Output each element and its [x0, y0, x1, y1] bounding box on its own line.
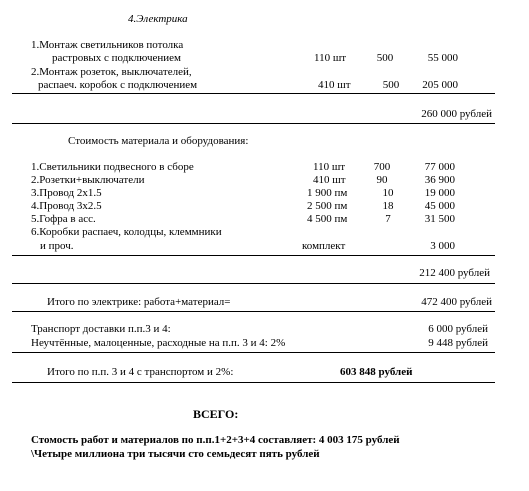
- consumables-value: 9 448 рублей: [428, 337, 488, 349]
- work-item-price: 500: [382, 79, 400, 91]
- work-item-qty: 110 шт: [314, 52, 347, 64]
- divider: [12, 352, 495, 353]
- work-item-sum: 55 000: [427, 52, 458, 64]
- divider: [12, 255, 495, 256]
- material-name: 1.Светильники подвесного в сборе: [31, 161, 194, 173]
- material-sum: 3 000: [430, 240, 455, 252]
- electric-total-label: Итого по электрике: работа+материал=: [47, 296, 231, 308]
- material-sum: 36 900: [424, 174, 455, 186]
- work-item-line: 1.Монтаж светильников потолка: [31, 39, 184, 51]
- material-qty: 110 шт: [313, 161, 346, 173]
- material-qty: 2 500 пм: [307, 200, 348, 212]
- materials-total: 212 400 рублей: [419, 267, 490, 279]
- material-price: 10: [382, 187, 394, 199]
- grand-total-heading: ВСЕГО:: [193, 407, 239, 421]
- material-price: 90: [376, 174, 388, 186]
- material-qty: 410 шт: [313, 174, 346, 186]
- divider: [12, 382, 495, 383]
- divider: [12, 93, 495, 94]
- material-sum: 77 000: [424, 161, 455, 173]
- electric-total-value: 472 400 рублей: [421, 296, 492, 308]
- work-item-line: распаеч. коробок с подключением: [38, 79, 198, 91]
- material-name: и проч.: [40, 240, 74, 252]
- material-price: 7: [385, 213, 391, 225]
- consumables-label: Неучтённые, малоценные, расходные на п.п. 3 и 4: 2%: [31, 337, 286, 349]
- material-qty: 1 900 пм: [307, 187, 348, 199]
- work-item-qty: 410 шт: [318, 79, 351, 91]
- works-total: 260 000 рублей: [421, 108, 492, 120]
- material-price: 18: [382, 200, 394, 212]
- transport-label: Транспорт доставки п.п.3 и 4:: [31, 323, 171, 335]
- material-qty: 4 500 пм: [307, 213, 348, 225]
- materials-heading: Стоимость материала и оборудования:: [68, 135, 249, 147]
- grand-total-words: \Четыре миллиона три тысячи сто семьдесят пять рублей: [31, 448, 320, 460]
- work-item-price: 500: [376, 52, 394, 64]
- total-3-4-value: 603 848 рублей: [340, 366, 413, 378]
- material-sum: 45 000: [424, 200, 455, 212]
- transport-value: 6 000 рублей: [428, 323, 488, 335]
- material-name: 2.Розетки+выключатели: [31, 174, 145, 186]
- divider: [12, 311, 495, 312]
- material-price: 700: [373, 161, 391, 173]
- total-3-4-label: Итого по п.п. 3 и 4 с транспортом и 2%:: [47, 366, 234, 378]
- work-item-sum: 205 000: [422, 79, 458, 91]
- grand-total-line: Стомость работ и материалов по п.п.1+2+3+4 составляет: 4 003 175 рублей: [31, 434, 400, 446]
- material-name: 3.Провод 2х1.5: [31, 187, 102, 199]
- material-sum: 31 500: [424, 213, 455, 225]
- divider: [12, 123, 495, 124]
- material-name: 5.Гофра в асс.: [31, 213, 96, 225]
- material-name: 6.Коробки распаеч, колодцы, клеммники: [31, 226, 222, 238]
- section-title: 4.Электрика: [128, 13, 188, 25]
- divider: [12, 283, 495, 284]
- material-qty: комплект: [302, 240, 346, 252]
- work-item-line: 2.Монтаж розеток, выключателей,: [31, 66, 192, 78]
- work-item-line: растровых с подключением: [52, 52, 182, 64]
- material-sum: 19 000: [424, 187, 455, 199]
- material-name: 4.Провод 3х2.5: [31, 200, 102, 212]
